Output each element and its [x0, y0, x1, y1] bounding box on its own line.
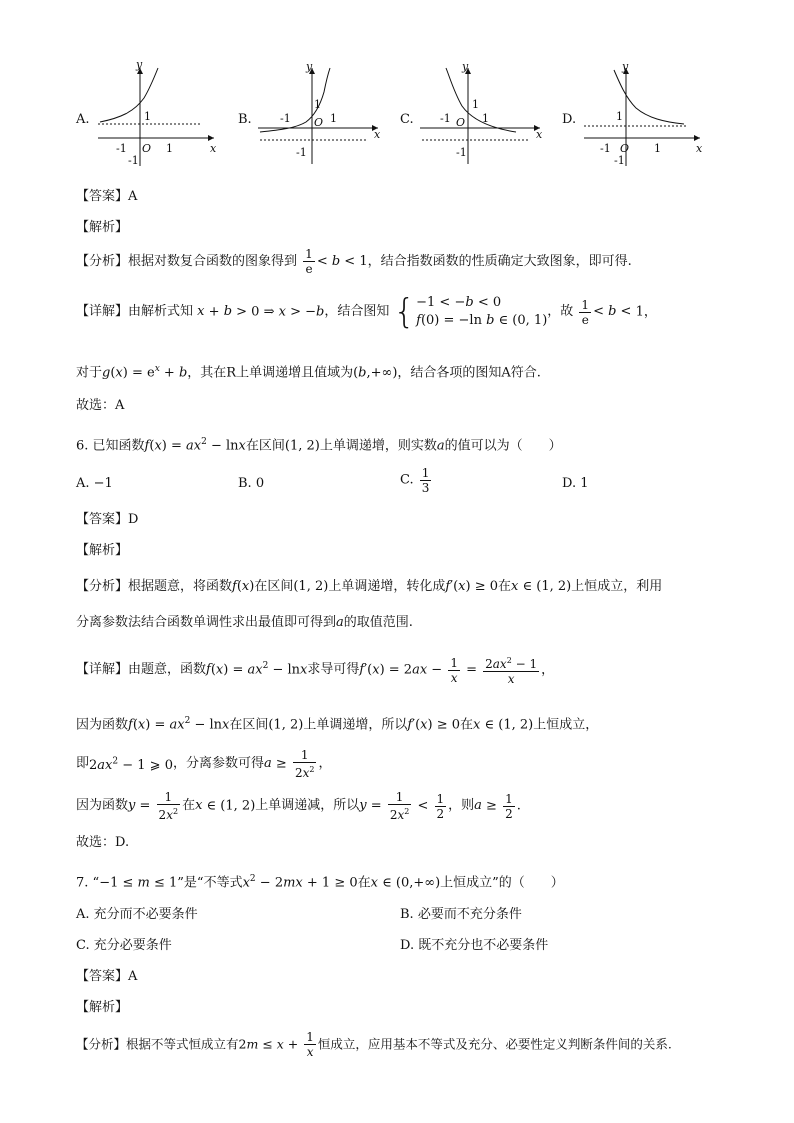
graph-c-x-label: x [536, 128, 543, 141]
graph-a-one: 1 [166, 142, 173, 155]
q7-option-c: C. 充分必要条件 [76, 938, 172, 953]
graph-d-y-one: 1 [616, 110, 623, 123]
q7-stem-3: 在 [357, 875, 371, 891]
q6-xiangjie-line: 【详解】由题意，函数$f(x) = ax^2 - \ln x$求导可得f′(x) = 2ax − $\frac{1}{x}$ = $\frac{2ax^2 - 1}{x}$ ， [76, 655, 555, 686]
q6-stem-2: 在区间 [245, 438, 285, 454]
q5-fenxi-text-2: ，结合指数函数的性质确定大致图象，即可得. [367, 254, 632, 269]
graph-a-x-label: x [210, 142, 217, 155]
q5-answer: 【答案】A [76, 189, 138, 204]
q6-choose: 故选：D. [76, 835, 130, 850]
graph-b-one: 1 [330, 112, 337, 125]
graph-b-y-label: y [306, 62, 313, 73]
q7-fenxi-frac: $\frac{1}{x}$ [306, 1030, 314, 1059]
graph-b-label: B. [238, 112, 252, 127]
q6-stem-3: 上单调递增，则实数 [319, 438, 437, 454]
q6-because2-frac-1: $\frac{1}{2x^2}$ [158, 790, 179, 822]
q5-line3-text-2: ，其在R上单调递增且值域为 [187, 365, 354, 381]
graph-c-neg-one: -1 [440, 112, 451, 125]
q5-xiangjie-text-3: ，故 [547, 304, 574, 319]
q5-line3-text-3: ，结合各项的图知A符合. [397, 365, 541, 381]
q7-stem: 7. “−1 ≤ m ≤ 1”是“不等式$x^2 - 2mx + 1 \ge 0$在x ∈ (0,+∞)上恒成立”的（ ） [76, 874, 564, 891]
q6-answer: 【答案】D [76, 512, 139, 527]
q6-because-2: 在区间 [229, 717, 269, 733]
q6-because2-4: ，则 [448, 798, 475, 813]
q6-fenxi-7: 的取值范围. [343, 615, 413, 630]
q6-because2-line: 因为函数y = $\frac{1}{2x^2}$ 在x ∈ (1, 2)上单调递减，所以y = $\frac{1}{2x^2}$ < $\frac{1}{2}$ ，则a ≥ $\frac{1}{2}$ . [76, 790, 521, 822]
q6-ji-frac: $\frac{1}{2x^2}$ [294, 748, 315, 780]
graph-c [416, 62, 548, 174]
q5-fenxi-text-1: 根据对数复合函数的图象得到 [128, 254, 298, 269]
q6-option-d: D. 1 [562, 476, 589, 491]
q7-answer: 【答案】A [76, 969, 138, 984]
graph-c-one: 1 [482, 112, 489, 125]
graph-d-curve [614, 70, 684, 124]
q6-because2-frac-half: $\frac{1}{2}$ [436, 791, 445, 821]
q6-because-line: 因为函数$f(x) = ax^2 - \ln x$在区间(1, 2)上单调递增，所以f′(x) ≥ 0在x ∈ (1, 2)上恒成立， [76, 716, 599, 733]
q7-fenxi-tag: 【分析】 [76, 1036, 127, 1052]
graph-a-y-label: y [136, 62, 143, 71]
graph-a-origin: O [142, 142, 152, 155]
q6-option-c [400, 466, 433, 495]
q6-xiangjie-1: 由题意，函数 [128, 662, 207, 677]
graph-c-y-one: 1 [472, 98, 479, 111]
graph-a [92, 62, 222, 174]
graph-a-label: A. [76, 112, 90, 127]
q5-xiangjie-line: 【详解】由解析式知 x + b > 0 ⇒ x > −b，结合图知 {−1 < −b < 0 f(0) = −ln b ∈ (0, 1)，故 $\frac{1}{e}$ < b < 1， [76, 292, 657, 332]
q5-fenxi-line: 【分析】根据对数复合函数的图象得到 $\frac{1}{e}$ < b < 1，结合指数函数的性质确定大致图象，即可得. [76, 247, 632, 276]
q6-fenxi-3: 上单调递增，转化成 [328, 579, 446, 594]
graph-a-y-one: 1 [144, 110, 151, 123]
q6-fenxi-line-1: 【分析】根据题意，将函数f(x)在区间(1, 2)上单调递增，转化成f′(x) ≥ 0在x ∈ (1, 2)上恒成立，利用 [76, 579, 663, 594]
q6-because-4: 在 [460, 717, 474, 733]
q6-because2-frac-2: $\frac{1}{2x^2}$ [389, 790, 410, 822]
q5-choose: 故选：A [76, 398, 125, 413]
q7-option-d: D. 既不充分也不必要条件 [400, 938, 549, 953]
q6-xiangjie-frac-1-over-x: $\frac{1}{x}$ [450, 655, 458, 685]
graph-c-y-label: y [462, 62, 469, 73]
graph-d-origin: O [620, 142, 630, 155]
q6-ji-3: ， [318, 756, 332, 771]
q7-analysis-head: 【解析】 [76, 1000, 129, 1015]
q5-xiangjie-frac-1-over-e: $\frac{1}{e}$ [581, 297, 590, 327]
q6-because-1: 因为函数 [76, 717, 129, 733]
q6-ji-line: 即$2ax^2 - 1$ ⩾ 0，分离参数可得a ≥ $\frac{1}{2x^2}$ ， [76, 748, 332, 780]
q6-stem-4: 的值可以为（ ） [444, 438, 562, 454]
q6-because2-2: 在 [182, 798, 196, 813]
graph-d-neg-one: -1 [600, 142, 611, 155]
graph-c-label: C. [400, 112, 414, 127]
q5-fenxi-tag: 【分析】 [76, 254, 129, 269]
graph-d-y-label: y [622, 62, 629, 73]
q6-fenxi-tag: 【分析】 [76, 579, 129, 594]
graph-c-svg [416, 62, 548, 170]
graph-b [254, 62, 386, 174]
q6-because-3: 上单调递增，所以 [303, 717, 408, 733]
q6-ji-2: ，分离参数可得 [172, 756, 264, 771]
q5-xiangjie-text-1: 由解析式知 [128, 304, 194, 319]
q6-because2-1: 因为函数 [76, 798, 129, 813]
q6-because2-3: 上单调递减，所以 [255, 798, 360, 813]
graph-b-origin: O [314, 116, 324, 129]
q6-fenxi-1: 根据题意，将函数 [128, 579, 233, 594]
graph-d-x-label: x [696, 142, 703, 155]
q5-line3: 对于$g(x) = e^x + b$，其在R上单调递增且值域为(b,+∞)，结合各项的图知A符合. [76, 364, 541, 381]
q6-xiangjie-frac-derivative: $\frac{2ax^2 - 1}{x}$ [485, 656, 538, 686]
graph-a-neg-one: -1 [116, 142, 127, 155]
q7-stem-2: ”是“不等式 [177, 875, 243, 891]
q6-stem-1: 6. 已知函数 [76, 438, 145, 454]
q7-option-a: A. 充分而不必要条件 [76, 907, 198, 922]
q5-xiangjie-text-2: ，结合图知 [324, 304, 390, 319]
q6-ji-1: 即 [76, 756, 90, 771]
q7-stem-4: 上恒成立”的（ ） [440, 875, 564, 891]
q6-fenxi-4: 在 [498, 579, 512, 594]
graph-a-x-arrow-icon [208, 135, 214, 141]
graph-c-origin: O [456, 116, 466, 129]
q6-xiangjie-2: 求导可得 [307, 662, 360, 677]
graph-d-x-arrow-icon [694, 135, 700, 141]
graph-b-y-one: 1 [314, 98, 321, 111]
q6-option-b: B. 0 [238, 476, 265, 491]
q6-analysis-head: 【解析】 [76, 543, 129, 558]
graph-a-y-neg-one: -1 [128, 154, 139, 167]
q5-fenxi-frac-1-over-e: $\frac{1}{e}$ [305, 247, 313, 276]
graph-b-neg-one: -1 [280, 112, 291, 125]
graph-b-svg [254, 62, 386, 170]
q6-fenxi-6: 分离参数法结合函数单调性求出最值即可得到 [76, 615, 337, 630]
graph-d-label: D. [562, 112, 577, 127]
graph-d-svg [578, 62, 708, 170]
graph-d [578, 62, 708, 174]
graph-b-x-label: x [374, 128, 381, 141]
q7-stem-1: 7. “ [76, 875, 100, 891]
q6-option-a: A. −1 [76, 476, 113, 491]
q6-stem: 6. 已知函数$f(x) = ax^2 - \ln x$在区间(1, 2)上单调递增，则实数a的值可以为（ ） [76, 437, 562, 454]
q6-xiangjie-tag: 【详解】 [76, 662, 129, 677]
q7-option-b: B. 必要而不充分条件 [400, 907, 522, 922]
q6-option-c-frac: $\frac{1}{3}$ [421, 466, 430, 495]
q6-option-c-label: C. [400, 472, 414, 488]
q6-fenxi-line-2: 分离参数法结合函数单调性求出最值即可得到a的取值范围. [76, 615, 413, 630]
q5-analysis-head: 【解析】 [76, 220, 129, 235]
q5-system-brace: { [393, 292, 416, 332]
q6-because2-frac-half-2: $\frac{1}{2}$ [505, 791, 513, 821]
graph-d-y-neg-one: -1 [614, 154, 625, 167]
graph-a-svg [92, 62, 222, 170]
graph-d-one: 1 [654, 142, 661, 155]
q6-fenxi-5: 上恒成立，利用 [571, 579, 663, 594]
q7-fenxi-1: 根据不等式恒成立有 [126, 1036, 239, 1052]
q6-because-5: 上恒成立， [533, 717, 599, 733]
q5-xiangjie-tag: 【详解】 [76, 304, 129, 319]
q7-fenxi-line: 【分析】根据不等式恒成立有2m ≤ x + $\frac{1}{x}$ 恒成立，应用基本不等式及充分、必要性定义判断条件间的关系. [76, 1030, 672, 1059]
q5-system: −1 < −b < 0 f(0) = −ln b ∈ (0, 1) [416, 295, 548, 328]
graph-c-y-neg-one: -1 [456, 146, 467, 159]
q5-line3-text-1: 对于 [76, 365, 103, 381]
q6-fenxi-2: 在区间 [254, 579, 294, 594]
q7-fenxi-2: 恒成立，应用基本不等式及充分、必要性定义判断条件间的关系. [317, 1036, 672, 1052]
graph-b-y-neg-one: -1 [296, 146, 307, 159]
